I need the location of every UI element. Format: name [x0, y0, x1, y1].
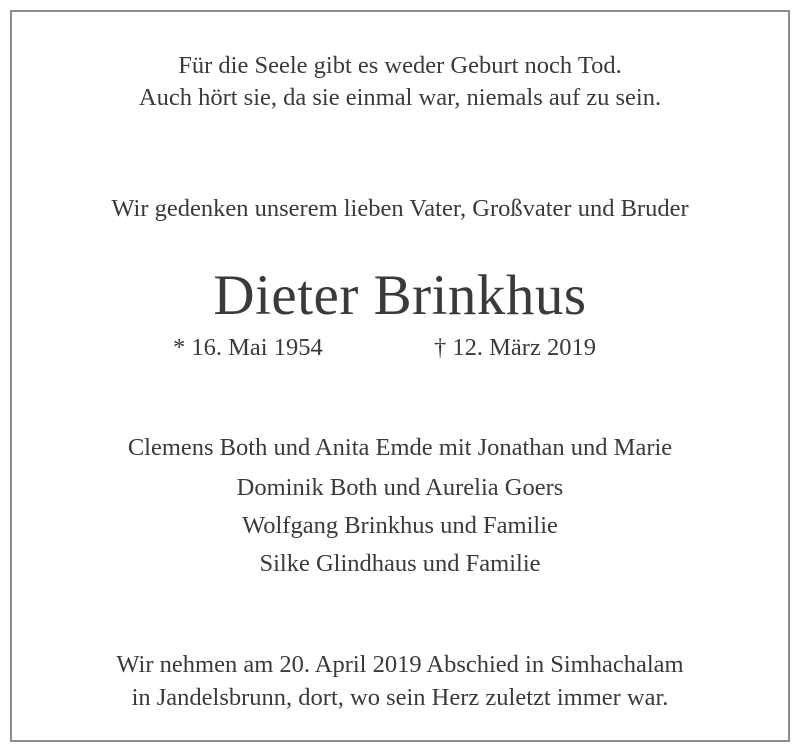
farewell-line-2: in Jandelsbrunn, dort, wo sein Herz zuletzt immer war. [131, 684, 669, 711]
farewell-line-1: Wir nehmen am 20. April 2019 Abschied in Simhachalam [116, 651, 684, 678]
mourner-line: Silke Glindhaus und Familie [259, 550, 541, 577]
notice-border [10, 10, 790, 742]
death-date: † 12. März 2019 [434, 334, 596, 361]
quote-line-2: Auch hört sie, da sie einmal war, niemals auf zu sein. [138, 84, 662, 111]
mourner-line: Clemens Both und Anita Emde mit Jonathan und Marie [127, 434, 673, 461]
mourner-line: Wolfgang Brinkhus und Familie [242, 512, 558, 539]
birth-date: * 16. Mai 1954 [173, 334, 323, 361]
intro-text: Wir gedenken unserem lieben Vater, Großvater und Bruder [111, 195, 689, 222]
quote-line-1: Für die Seele gibt es weder Geburt noch Tod. [178, 52, 622, 79]
deceased-name: Dieter Brinkhus [213, 264, 587, 327]
mourner-line: Dominik Both und Aurelia Goers [236, 474, 564, 501]
